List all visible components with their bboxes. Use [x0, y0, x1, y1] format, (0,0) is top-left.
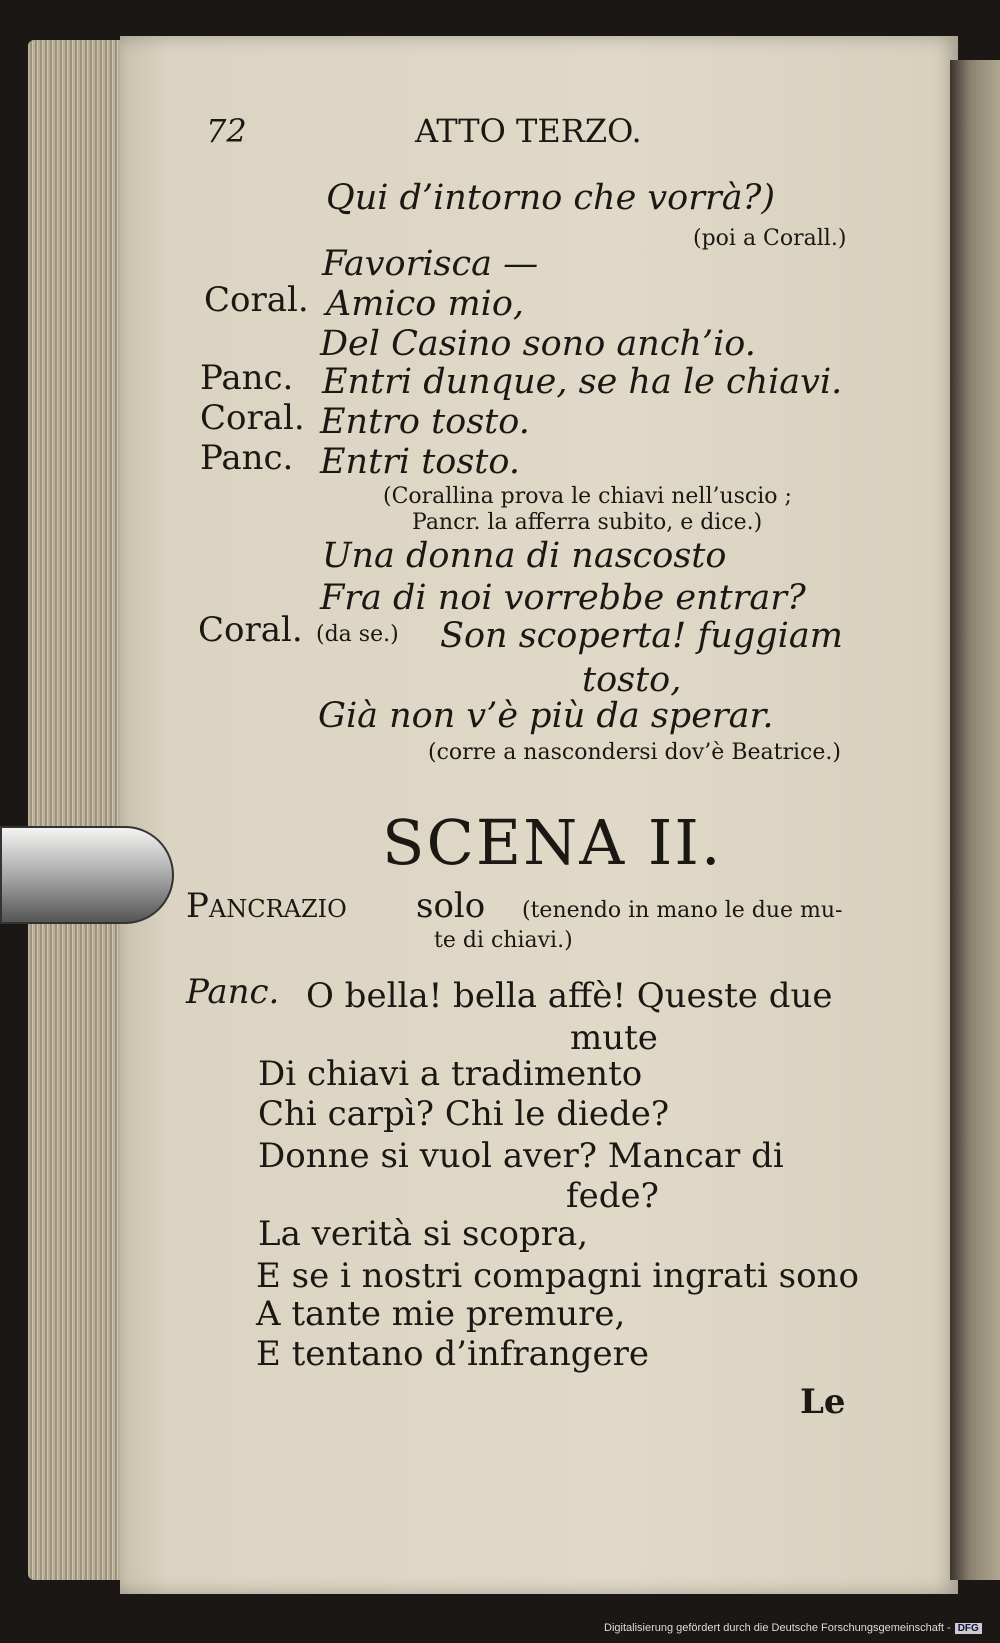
stage-direction: Pancr. la afferra subito, e dice.): [412, 510, 763, 535]
verse-line: Amico mio,: [326, 284, 525, 324]
verse-line: Son scoperta! fuggiam: [440, 616, 843, 656]
stage-direction: (corre a nascondersi dov’è Beatrice.): [428, 740, 841, 765]
verse-line: Chi carpì? Chi le diede?: [258, 1094, 670, 1134]
stage-direction: (da se.): [316, 622, 399, 647]
verse-line: mute: [570, 1018, 658, 1058]
stage-direction: te di chiavi.): [434, 928, 573, 953]
verse-line: Di chiavi a tradimento: [258, 1054, 643, 1094]
verse-line: fede?: [566, 1176, 659, 1216]
verse-line: Qui d’intorno che vorrà?): [326, 178, 776, 218]
speaker-label: Panc.: [200, 438, 294, 478]
verse-line: tosto,: [582, 660, 682, 700]
verse-line: O bella! bella affè! Queste due: [306, 976, 833, 1016]
verse-line: Favorisca —: [322, 244, 539, 284]
scene-title: SCENA II.: [382, 806, 723, 879]
stage-direction: (poi a Corall.): [693, 226, 847, 251]
verse-line: A tante mie premure,: [256, 1294, 626, 1334]
verse-line: Entro tosto.: [320, 402, 530, 442]
verse-line: La verità si scopra,: [258, 1214, 589, 1254]
character-name: Pancrazio: [186, 886, 347, 926]
footer-text: Digitalisierung gefördert durch die Deutsche Forschungsgemeinschaft -: [604, 1622, 951, 1634]
metal-page-clip: [0, 826, 174, 924]
verse-line: Una donna di nascosto: [322, 536, 727, 576]
running-title: ATTO TERZO.: [415, 112, 642, 150]
stage-direction: (Corallina prova le chiavi nell’uscio ;: [383, 484, 792, 509]
verse-line: Fra di noi vorrebbe entrar?: [320, 578, 806, 618]
speaker-label: Panc.: [186, 972, 280, 1012]
character-solo: solo: [416, 886, 486, 926]
verse-line: E tentano d’infrangere: [256, 1334, 650, 1374]
verse-line: Già non v’è più da sperar.: [318, 696, 774, 736]
digitization-footer: [604, 1622, 982, 1634]
dfg-logo: DFG: [955, 1623, 982, 1634]
page-number: 72: [206, 112, 247, 150]
verse-line: Del Casino sono anch’io.: [320, 324, 756, 364]
verse-line: Entri dunque, se ha le chiavi.: [322, 362, 843, 402]
stage-direction: (tenendo in mano le due mu-: [522, 898, 843, 923]
speaker-label: Coral.: [204, 280, 309, 320]
speaker-label: Coral.: [200, 398, 305, 438]
speaker-label: Coral.: [198, 610, 303, 650]
speaker-label: Panc.: [200, 358, 294, 398]
catchword: Le: [800, 1382, 846, 1422]
verse-line: Donne si vuol aver? Mancar di: [258, 1136, 784, 1176]
verse-line: E se i nostri compagni ingrati sono: [256, 1256, 859, 1296]
book-gutter: [950, 60, 1000, 1580]
verse-line: Entri tosto.: [320, 442, 520, 482]
